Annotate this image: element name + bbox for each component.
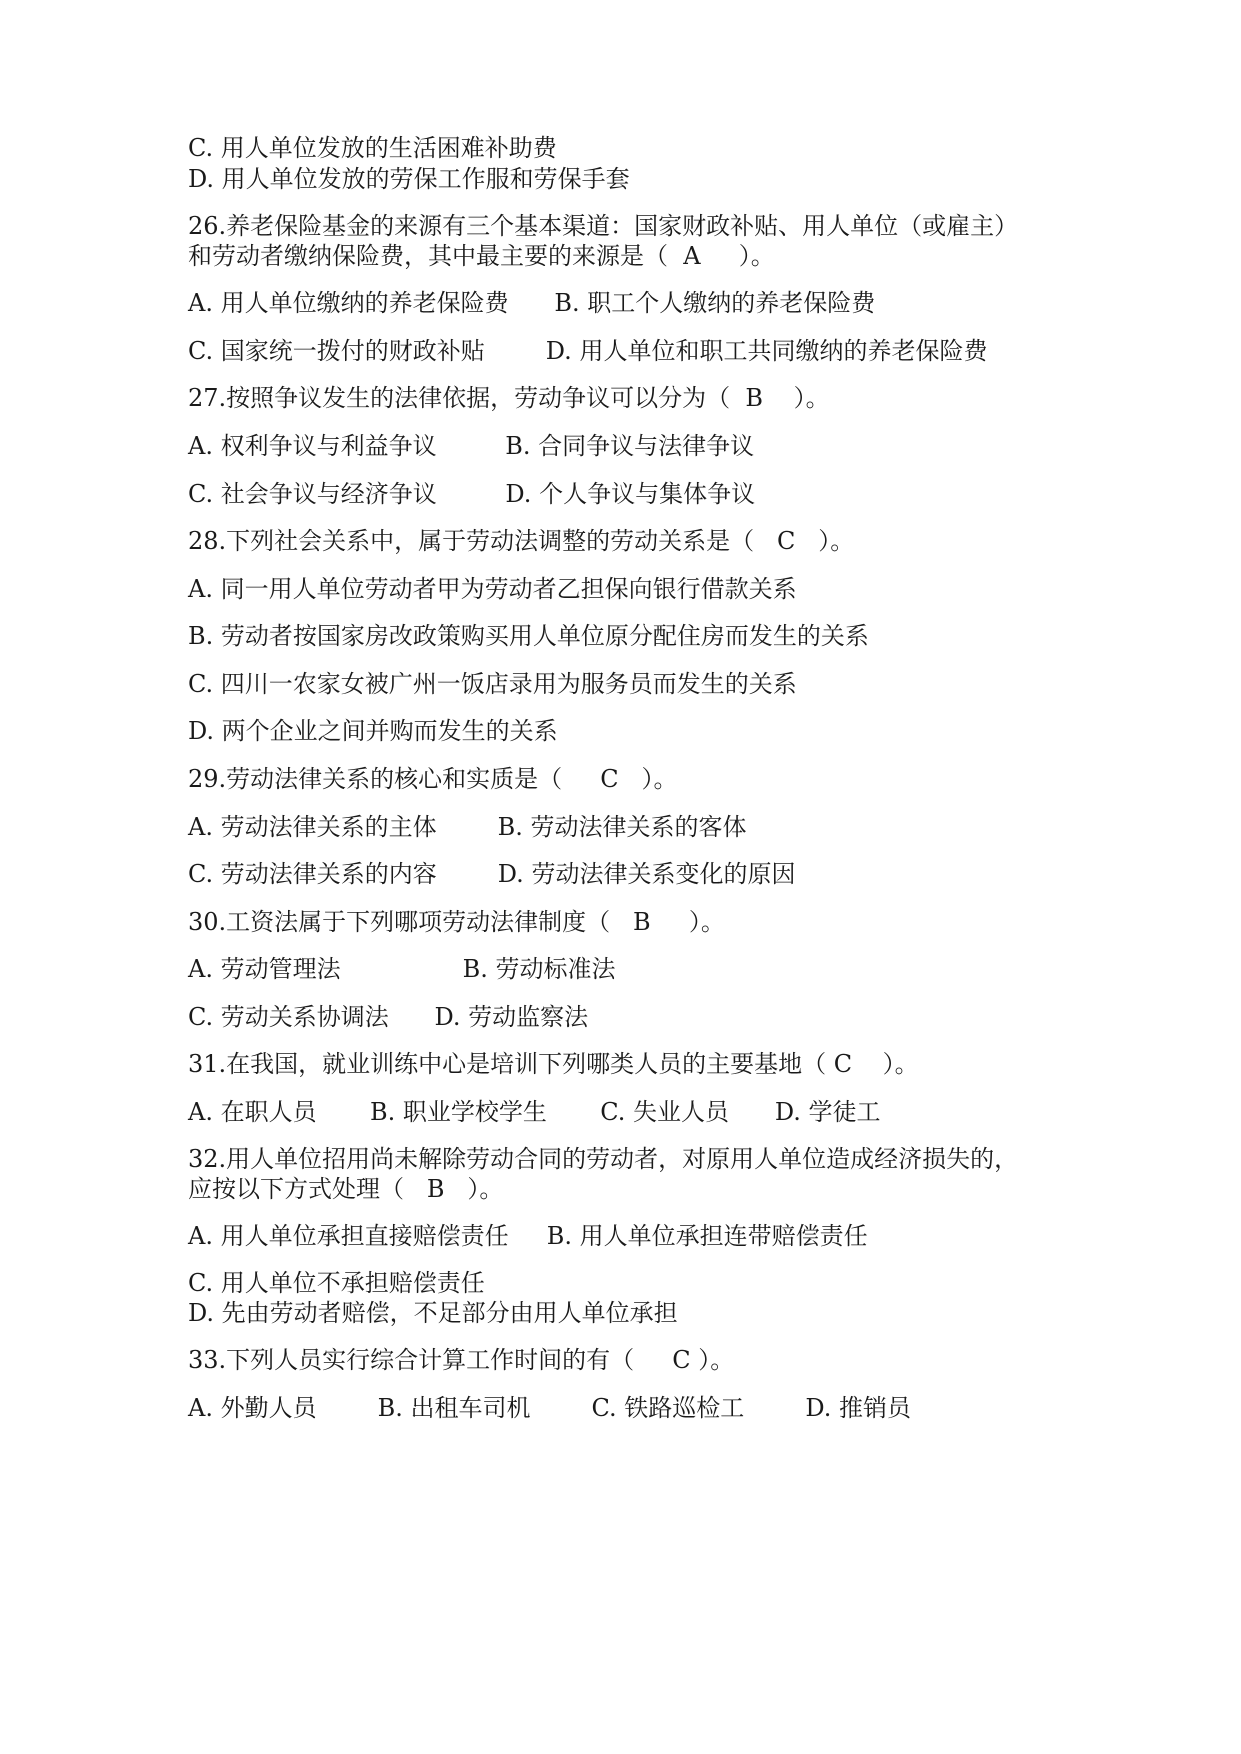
option-line: A. 在职人员 B. 职业学校学生 C. 失业人员 D. 学徒工 (188, 1098, 881, 1126)
question-line: 27.按照争议发生的法律依据，劳动争议可以分为（ B ）。 (188, 384, 830, 412)
option-line: A. 权利争议与利益争议 B. 合同争议与法律争议 (188, 432, 755, 460)
option-line: D. 先由劳动者赔偿，不足部分由用人单位承担 (188, 1299, 678, 1327)
option-line: C. 用人单位不承担赔偿责任 (188, 1269, 485, 1297)
option-line: D. 两个企业之间并购而发生的关系 (188, 717, 558, 745)
option-line: A. 劳动管理法 B. 劳动标准法 (188, 955, 616, 983)
option-line: A. 用人单位承担直接赔偿责任 B. 用人单位承担连带赔偿责任 (188, 1222, 868, 1250)
option-line: A. 用人单位缴纳的养老保险费 B. 职工个人缴纳的养老保险费 (188, 289, 876, 317)
option-line: C. 社会争议与经济争议 D. 个人争议与集体争议 (188, 480, 756, 508)
question-line: 26.养老保险基金的来源有三个基本渠道：国家财政补贴、用人单位（或雇主） (188, 212, 1019, 240)
option-line: B. 劳动者按国家房改政策购买用人单位原分配住房而发生的关系 (188, 622, 869, 650)
option-line: C. 四川一农家女被广州一饭店录用为服务员而发生的关系 (188, 670, 797, 698)
question-line: 32.用人单位招用尚未解除劳动合同的劳动者，对原用人单位造成经济损失的， (188, 1145, 1019, 1173)
option-line: C. 国家统一拨付的财政补贴 D. 用人单位和职工共同缴纳的养老保险费 (188, 337, 988, 365)
question-line: 29.劳动法律关系的核心和实质是（ C ）。 (188, 765, 678, 793)
question-line: 28.下列社会关系中，属于劳动法调整的劳动关系是（ C ）。 (188, 527, 855, 555)
option-line: C. 用人单位发放的生活困难补助费 (188, 134, 557, 162)
question-line: 30.工资法属于下列哪项劳动法律制度（ B ）。 (188, 908, 725, 936)
option-line: D. 用人单位发放的劳保工作服和劳保手套 (188, 165, 630, 193)
question-line: 应按以下方式处理（ B ）。 (188, 1175, 504, 1203)
option-line: A. 外勤人员 B. 出租车司机 C. 铁路巡检工 D. 推销员 (188, 1394, 911, 1422)
question-line: 31.在我国，就业训练中心是培训下列哪类人员的主要基地（ C ）。 (188, 1050, 919, 1078)
question-line: 和劳动者缴纳保险费，其中最主要的来源是（ A ）。 (188, 242, 775, 270)
option-line: C. 劳动法律关系的内容 D. 劳动法律关系变化的原因 (188, 860, 796, 888)
option-line: C. 劳动关系协调法 D. 劳动监察法 (188, 1003, 589, 1031)
option-line: A. 劳动法律关系的主体 B. 劳动法律关系的客体 (188, 813, 747, 841)
question-line: 33.下列人员实行综合计算工作时间的有（ C ）。 (188, 1346, 735, 1374)
option-line: A. 同一用人单位劳动者甲为劳动者乙担保向银行借款关系 (188, 575, 797, 603)
